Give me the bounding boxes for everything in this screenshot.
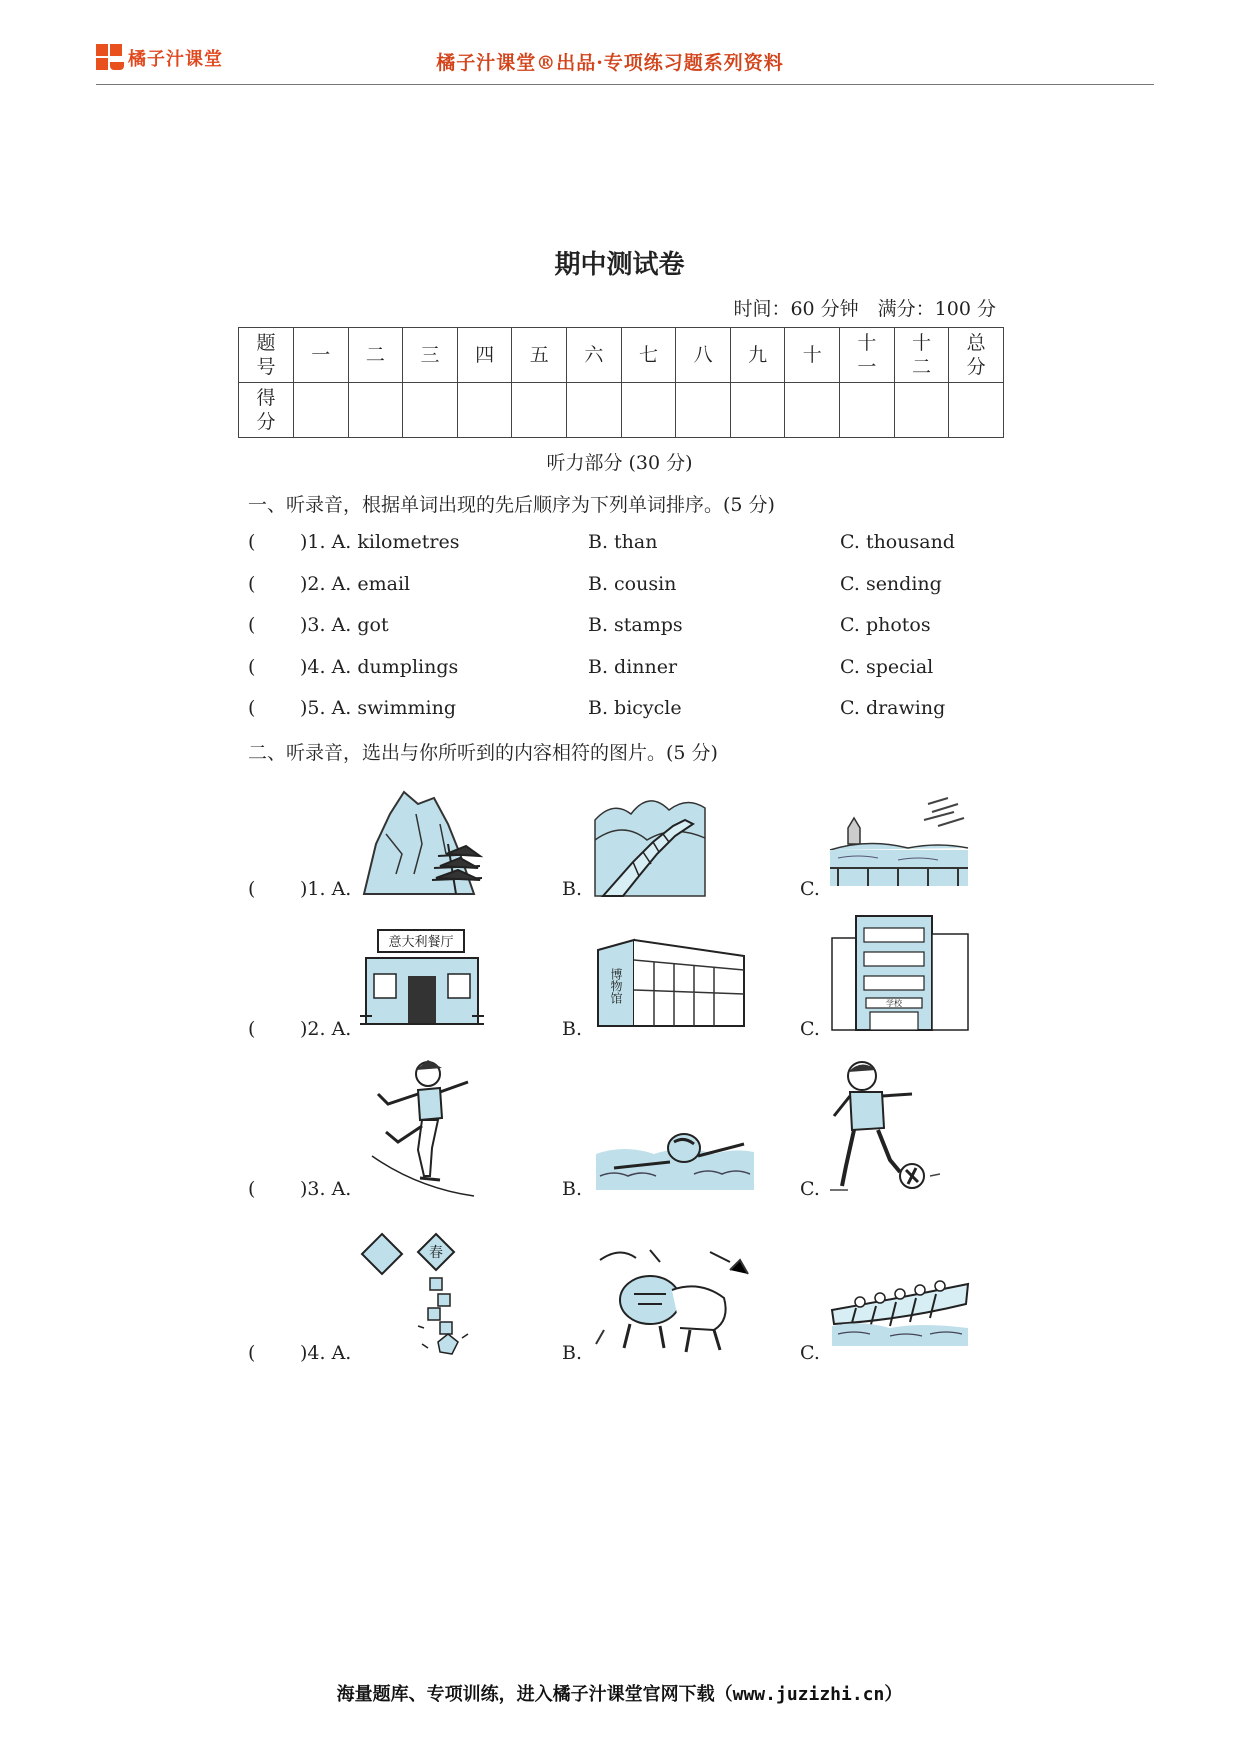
footer-text: 海量题库、专项训练，进入橘子汁课堂官网下载（www.juzizhi.cn） bbox=[336, 1684, 903, 1705]
answer-bracket[interactable]: ( bbox=[248, 656, 256, 678]
mountain-picture[interactable] bbox=[356, 784, 486, 900]
section1-item bbox=[248, 697, 1008, 725]
score-cell[interactable] bbox=[840, 383, 895, 438]
answer-bracket[interactable]: ( bbox=[248, 1178, 256, 1200]
score-cell[interactable] bbox=[294, 383, 349, 438]
score-cell[interactable] bbox=[949, 383, 1004, 438]
score-cell[interactable] bbox=[730, 383, 785, 438]
score-col-8: 八 bbox=[676, 328, 731, 383]
score-cell[interactable] bbox=[512, 383, 567, 438]
question-option-b: B. than bbox=[588, 531, 658, 553]
listening-heading: 听力部分 (30 分) bbox=[546, 452, 693, 474]
question-option-a: )4. A. bbox=[300, 1342, 352, 1364]
question-option-a: )2. A. bbox=[300, 1018, 352, 1040]
score-cell[interactable] bbox=[676, 383, 731, 438]
answer-bracket[interactable]: ( bbox=[248, 1342, 256, 1364]
score-table-row-label: 得 分 bbox=[239, 383, 294, 438]
restaurant-sign: 意大利餐厅 bbox=[388, 935, 454, 950]
question-option-b: B. bicycle bbox=[588, 697, 682, 719]
school-building-picture[interactable] bbox=[830, 914, 970, 1032]
score-col-12: 十 二 bbox=[894, 328, 949, 383]
question-option-c: C. bbox=[800, 1018, 820, 1040]
lion-dance-picture[interactable] bbox=[590, 1240, 754, 1358]
question-option-b: B. bbox=[562, 1018, 583, 1040]
question-option-b: B. dinner bbox=[588, 656, 678, 678]
restaurant-picture[interactable] bbox=[358, 924, 486, 1032]
header-title: 橘子汁课堂®出品·专项练习题系列资料 bbox=[436, 52, 784, 74]
score-cell[interactable] bbox=[894, 383, 949, 438]
score-cell[interactable] bbox=[457, 383, 512, 438]
answer-bracket[interactable]: ( bbox=[248, 614, 256, 636]
swimming-picture[interactable] bbox=[594, 1124, 756, 1194]
score-table-header-row bbox=[239, 328, 1004, 383]
lake-tower-picture[interactable] bbox=[828, 794, 970, 890]
question-option-c: C. bbox=[800, 1178, 820, 1200]
question-option-b: B. bbox=[562, 1178, 583, 1200]
score-table-score-row bbox=[239, 383, 1004, 438]
section1-instruction: 一、听录音，根据单词出现的先后顺序为下列单词排序。(5 分) bbox=[248, 494, 775, 516]
question-option-a: )1. A. bbox=[300, 878, 352, 900]
question-option-c: C. photos bbox=[840, 614, 931, 636]
logo-icon bbox=[96, 44, 124, 72]
score-table-row-label: 题 号 bbox=[239, 328, 294, 383]
spring-couplet-picture[interactable] bbox=[358, 1230, 478, 1364]
score-col-6: 六 bbox=[567, 328, 622, 383]
score-col-4: 四 bbox=[457, 328, 512, 383]
question-option-a: )5. A. swimming bbox=[300, 697, 456, 719]
question-option-b: B. cousin bbox=[588, 573, 677, 595]
header-divider bbox=[96, 84, 1154, 85]
score-col-total: 总 分 bbox=[949, 328, 1004, 383]
skating-picture[interactable] bbox=[368, 1056, 476, 1198]
score-col-2: 二 bbox=[348, 328, 403, 383]
school-sign: 学校 bbox=[886, 999, 902, 1008]
question-option-c: C. sending bbox=[840, 573, 942, 595]
museum-picture[interactable] bbox=[594, 930, 750, 1030]
score-col-11: 十 一 bbox=[840, 328, 895, 383]
brand-name: 橘子汁课堂 bbox=[128, 49, 223, 70]
question-option-a: )4. A. dumplings bbox=[300, 656, 459, 678]
question-option-c: C. bbox=[800, 878, 820, 900]
score-col-10: 十 bbox=[785, 328, 840, 383]
answer-bracket[interactable]: ( bbox=[248, 697, 256, 719]
question-option-c: C. bbox=[800, 1342, 820, 1364]
answer-bracket[interactable]: ( bbox=[248, 531, 256, 553]
score-cell[interactable] bbox=[567, 383, 622, 438]
score-cell[interactable] bbox=[785, 383, 840, 438]
football-picture[interactable] bbox=[828, 1056, 946, 1198]
score-col-9: 九 bbox=[730, 328, 785, 383]
answer-bracket[interactable]: ( bbox=[248, 1018, 256, 1040]
section1-item bbox=[248, 531, 1008, 559]
answer-bracket[interactable]: ( bbox=[248, 573, 256, 595]
exam-time-info: 时间：60 分钟 满分：100 分 bbox=[733, 298, 996, 320]
score-col-1: 一 bbox=[294, 328, 349, 383]
section1-item bbox=[248, 656, 1008, 684]
spring-sign: 春 bbox=[429, 1245, 443, 1261]
section1-item bbox=[248, 573, 1008, 601]
question-option-b: B. bbox=[562, 878, 583, 900]
score-col-5: 五 bbox=[512, 328, 567, 383]
answer-bracket[interactable]: ( bbox=[248, 878, 256, 900]
question-option-a: )3. A. bbox=[300, 1178, 352, 1200]
question-option-a: )3. A. got bbox=[300, 614, 389, 636]
question-option-b: B. stamps bbox=[588, 614, 683, 636]
great-wall-picture[interactable] bbox=[593, 780, 707, 898]
question-option-c: C. special bbox=[840, 656, 934, 678]
score-cell[interactable] bbox=[348, 383, 403, 438]
section1-item bbox=[248, 614, 1008, 642]
score-col-3: 三 bbox=[403, 328, 458, 383]
question-option-b: B. bbox=[562, 1342, 583, 1364]
section2-instruction: 二、听录音，选出与你所听到的内容相符的图片。(5 分) bbox=[248, 742, 718, 764]
question-option-c: C. drawing bbox=[840, 697, 946, 719]
question-option-c: C. thousand bbox=[840, 531, 955, 553]
question-option-a: )2. A. email bbox=[300, 573, 411, 595]
exam-title: 期中测试卷 bbox=[554, 250, 685, 280]
score-col-7: 七 bbox=[621, 328, 676, 383]
score-cell[interactable] bbox=[621, 383, 676, 438]
brand-logo bbox=[96, 44, 223, 72]
dragon-boat-picture[interactable] bbox=[830, 1264, 970, 1348]
score-table bbox=[238, 327, 1004, 438]
score-cell[interactable] bbox=[403, 383, 458, 438]
question-option-a: )1. A. kilometres bbox=[300, 531, 460, 553]
museum-sign: 博物馆 bbox=[609, 968, 623, 1004]
